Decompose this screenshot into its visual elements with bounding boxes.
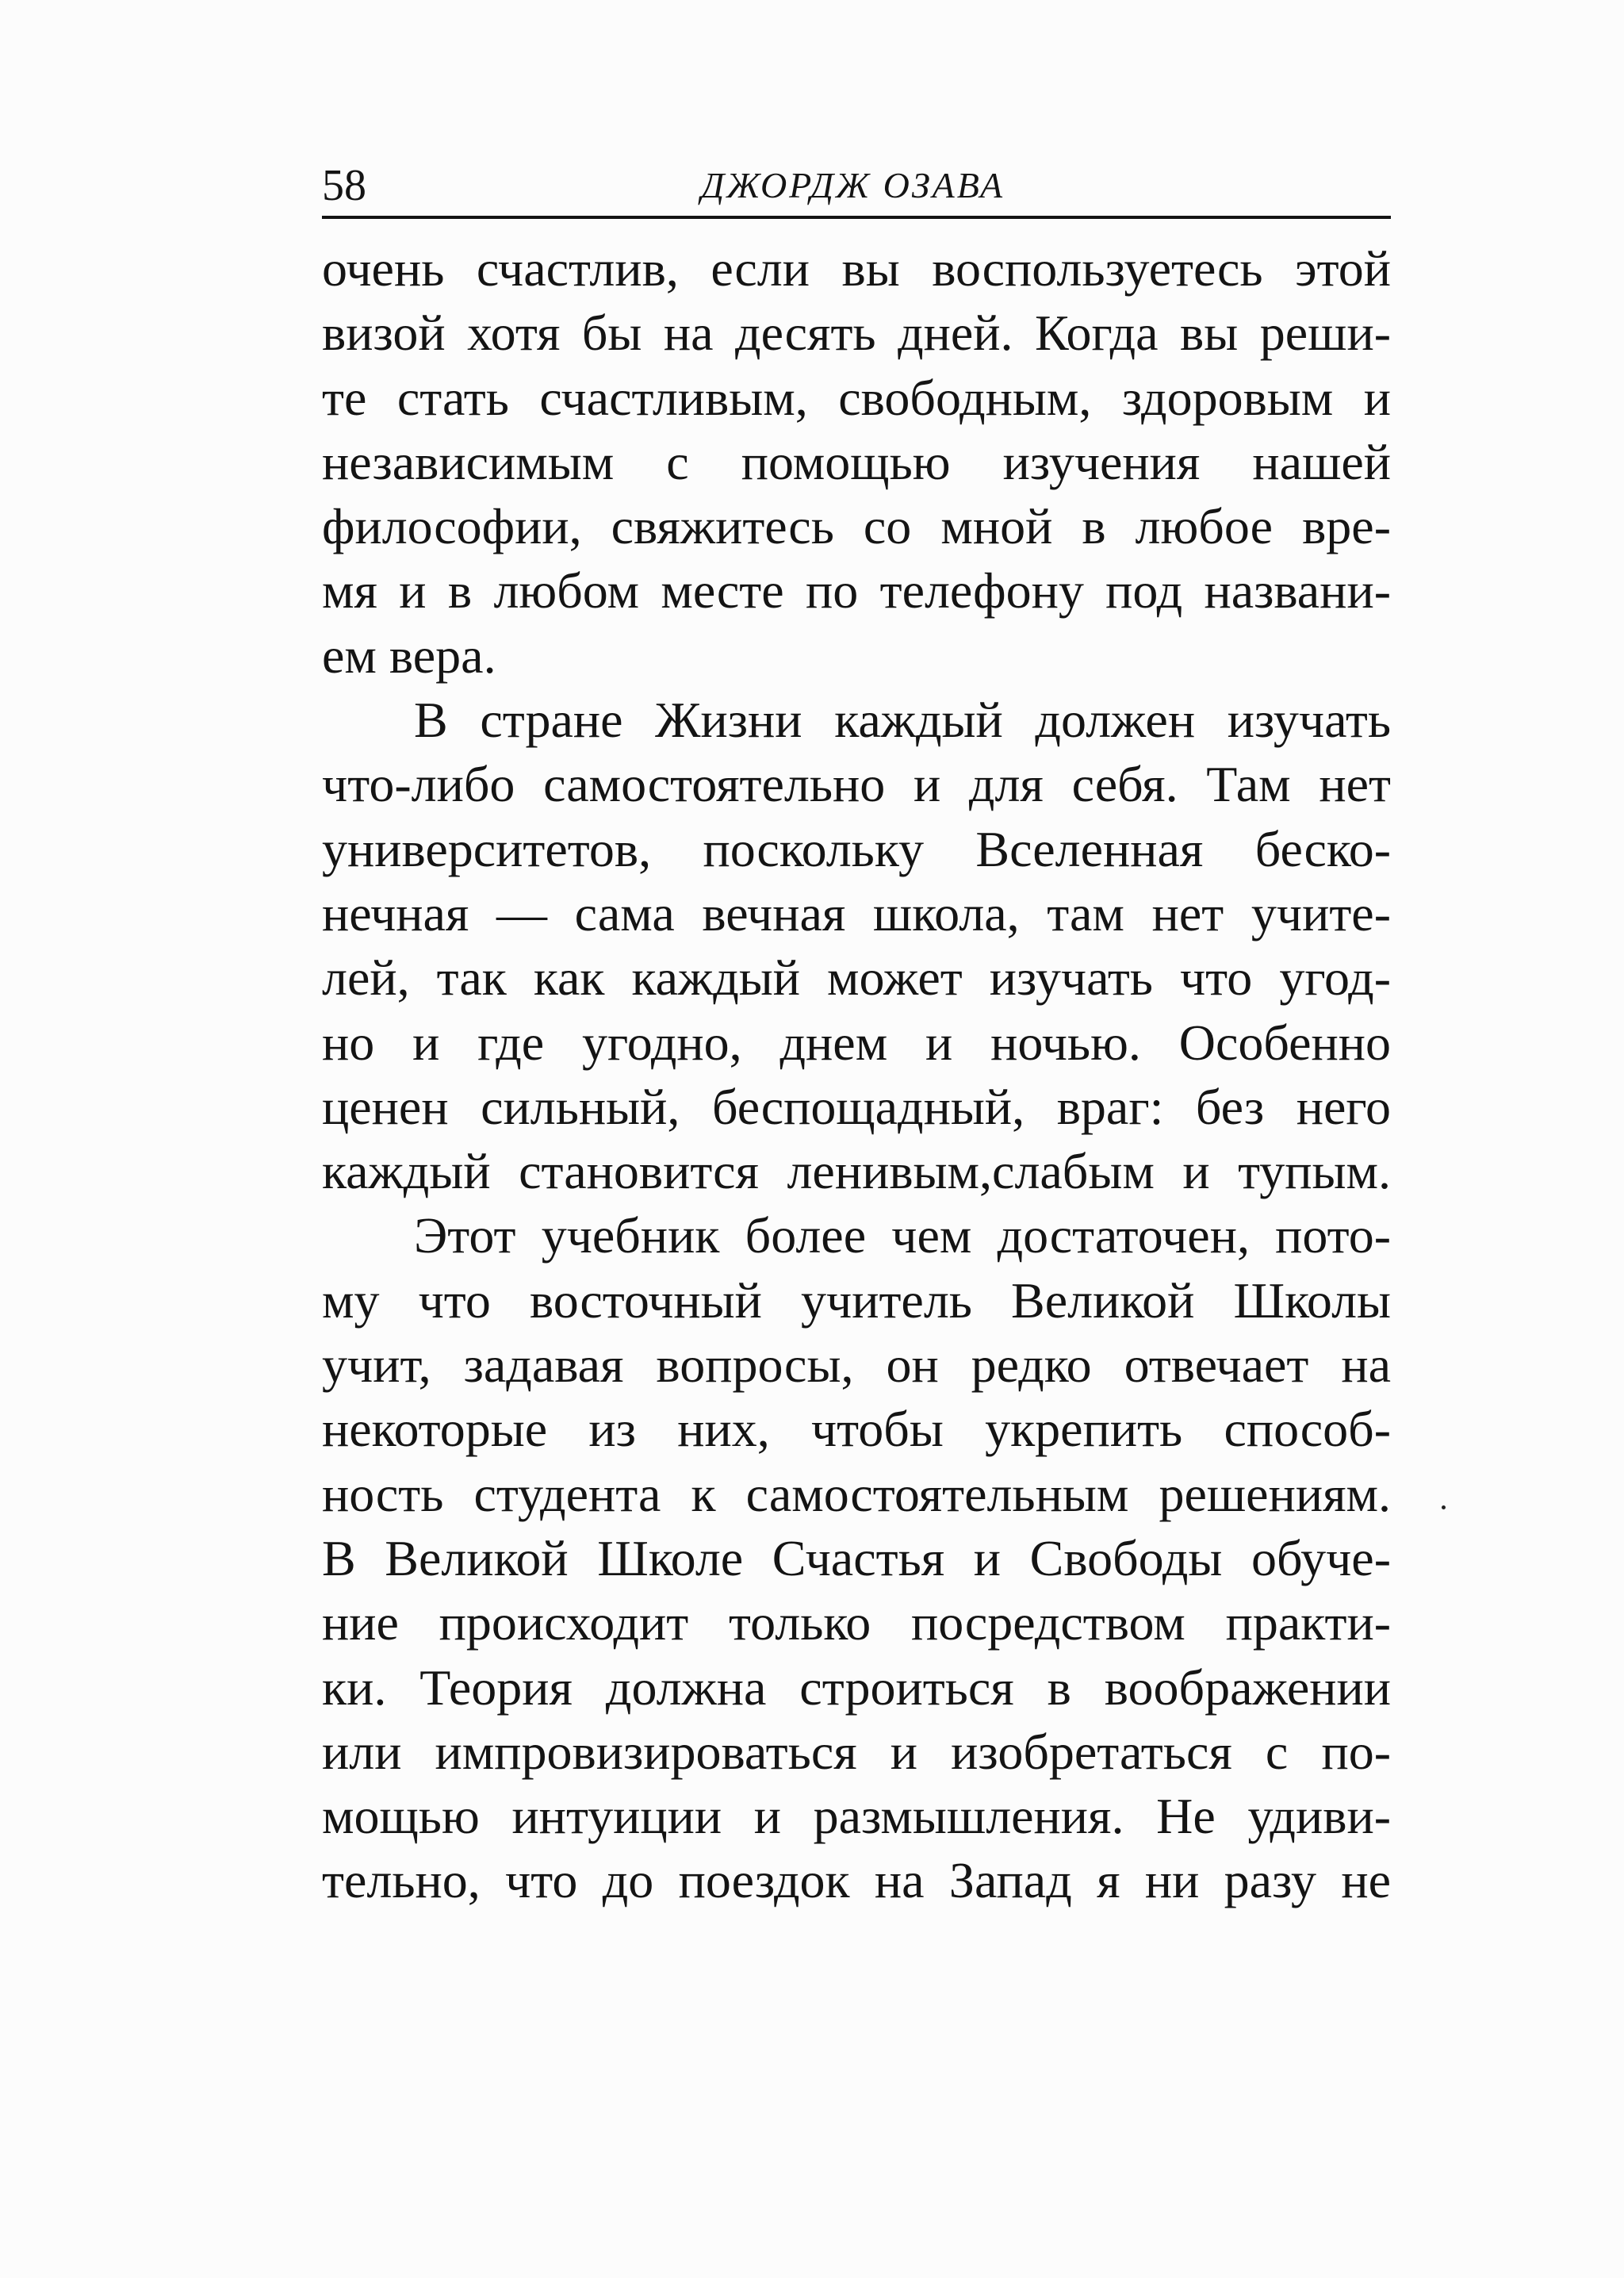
text-line: ки. Теория должна строиться в воображении xyxy=(322,1659,1391,1716)
text-line: учит, задавая вопросы, он редко отвечает на xyxy=(322,1337,1391,1394)
text-line: В Великой Школе Счастья и Свободы обуче- xyxy=(322,1529,1391,1586)
text-line: что-либо самостоятельно и для себя. Там нет xyxy=(322,756,1391,813)
text-line: или импровизироваться и изобретаться с по- xyxy=(322,1723,1391,1780)
paragraph-first-line: Этот учебник более чем достаточен, пото- xyxy=(414,1207,1391,1264)
text-line: тельно, что до поездок на Запад я ни разу не xyxy=(322,1852,1391,1909)
text-line: визой хотя бы на десять дней. Когда вы реши- xyxy=(322,305,1391,362)
running-head xyxy=(322,157,1391,214)
text-line: ем вера. xyxy=(322,627,496,684)
text-line: независимым с помощью изучения нашей xyxy=(322,433,1391,490)
running-head-author: ДЖОРДЖ ОЗАВА xyxy=(701,165,1005,205)
text-line: ность студента к самостоятельным решениям. xyxy=(322,1465,1391,1522)
body-text xyxy=(322,236,1391,1913)
text-line: ние происходит только посредством практи- xyxy=(322,1594,1391,1651)
page-number: 58 xyxy=(322,161,366,210)
text-line: нечная — сама вечная школа, там нет учите- xyxy=(322,884,1391,941)
text-line: ценен сильный, беспощадный, враг: без него xyxy=(322,1078,1391,1135)
text-line: лей, так как каждый может изучать что угод- xyxy=(322,949,1391,1007)
text-line: некоторые из них, чтобы укрепить способ- xyxy=(322,1401,1391,1458)
header-rule xyxy=(322,216,1391,219)
text-line: университетов, поскольку Вселенная беско- xyxy=(322,820,1391,877)
text-line: каждый становится ленивым,слабым и тупым. xyxy=(322,1143,1391,1200)
text-line: те стать счастливым, свободным, здоровым и xyxy=(322,369,1391,426)
text-line: мя и в любом месте по телефону под названи- xyxy=(322,562,1391,619)
text-line: очень счастлив, если вы воспользуетесь этой xyxy=(322,240,1391,297)
scan-speck xyxy=(1442,1505,1446,1509)
text-line: мощью интуиции и размышления. Не удиви- xyxy=(322,1788,1391,1845)
paragraph-first-line: В стране Жизни каждый должен изучать xyxy=(414,692,1391,749)
text-line: философии, свяжитесь со мной в любое вре- xyxy=(322,498,1391,555)
text-line: му что восточный учитель Великой Школы xyxy=(322,1271,1391,1329)
text-line: но и где угодно, днем и ночью. Особенно xyxy=(322,1014,1391,1071)
